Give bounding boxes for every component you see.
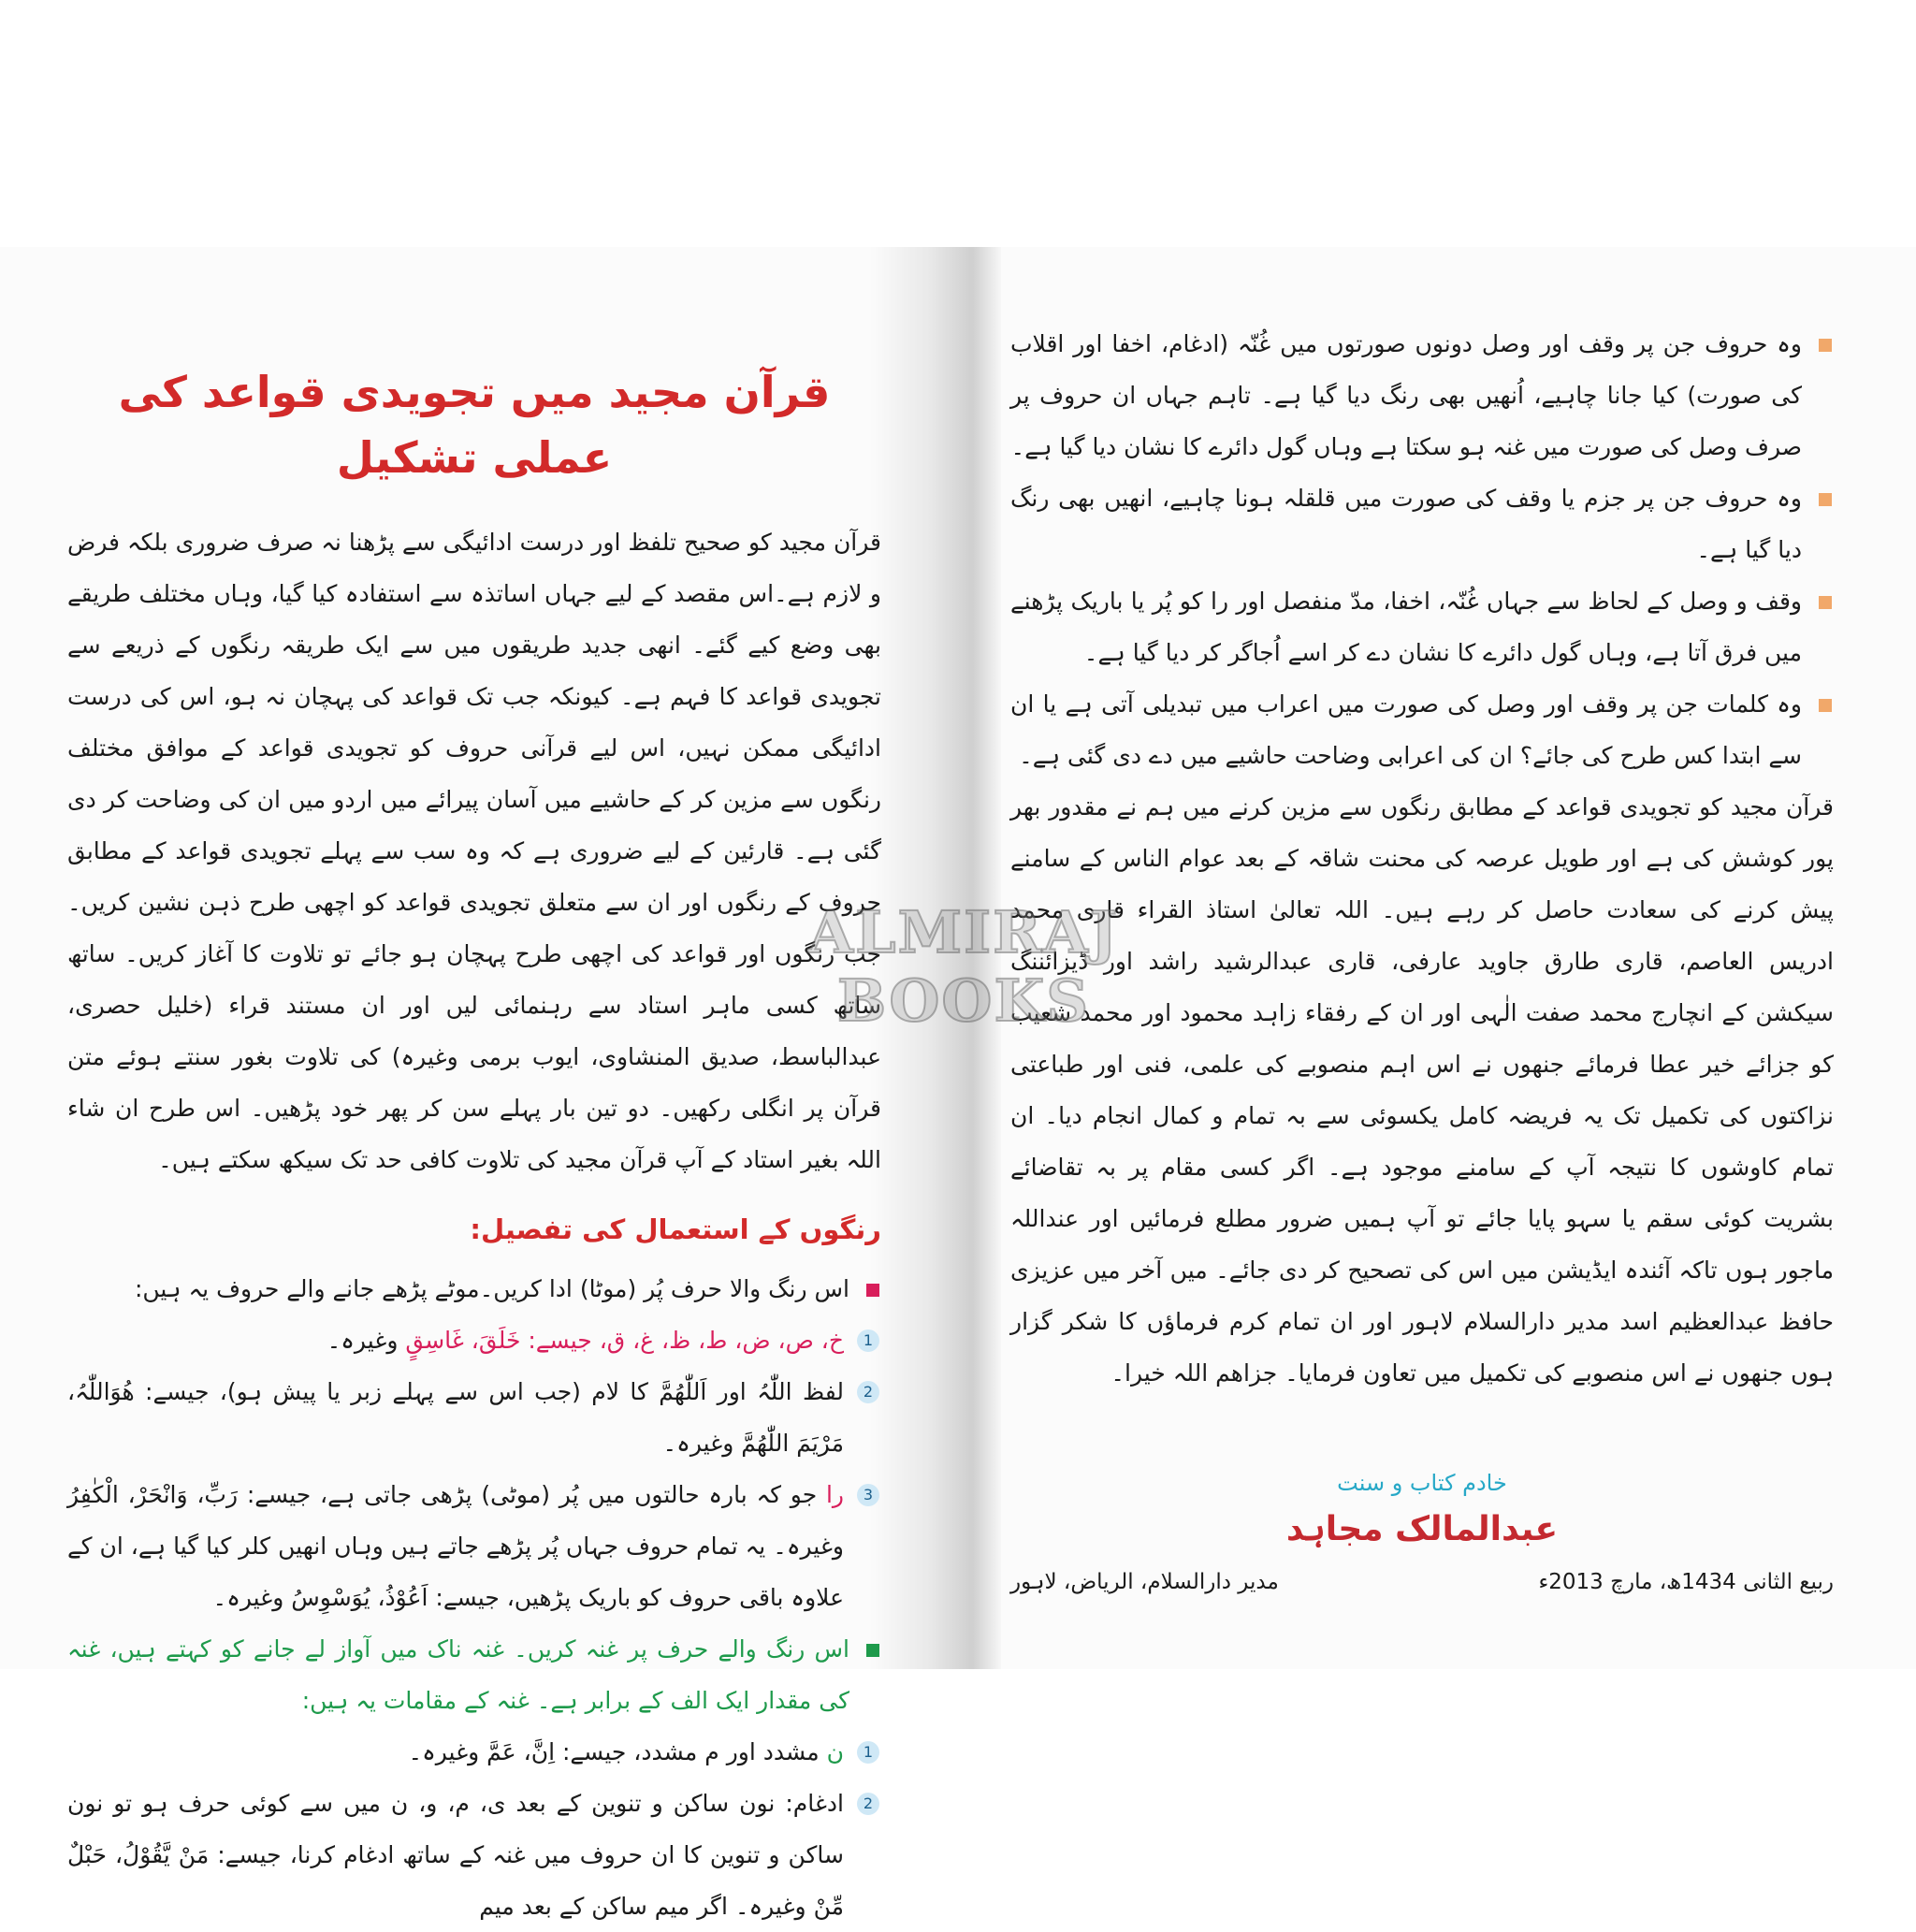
green-item-colored: ن: [826, 1738, 844, 1765]
signature-role: مدیر دارالسلام، الریاض، لاہور: [1010, 1570, 1279, 1594]
right-bullet-3: [1010, 575, 1834, 678]
right-bullet-2: [1010, 472, 1834, 575]
red-item-text: لفظ اللّٰہُ اور اَللّٰھُمَّ کا لام (جب اس سے پہلے زبر یا پیش ہو)، جیسے: ھُوَاللّٰہُ، مَرْیَمَ اللّٰھُمَّ وغیرہ۔: [67, 1378, 844, 1457]
book-gutter: [870, 247, 1001, 1669]
bullet-green-ghunna: [67, 1623, 881, 1726]
red-item-colored: را: [825, 1481, 844, 1508]
signature-servant: خادم کتاب و سنت: [1337, 1470, 1507, 1496]
left-page: [67, 281, 881, 1932]
item-number-badge: 1: [857, 1741, 879, 1764]
item-number-badge: 2: [857, 1793, 879, 1815]
bullet-green-text: اس رنگ والے حرف پر غنہ کریں۔ غنہ ناک میں آواز لے جانے کو کہتے ہیں، غنہ کی مقدار ایک الف کے برابر ہے۔ غنہ کے مقامات یہ ہیں:: [67, 1635, 849, 1714]
green-item-text: مشدد اور م مشدد، جیسے: اِنَّ، عَمَّ وغیرہ۔: [408, 1738, 820, 1765]
red-item-colored: خ، ص، ض، ط، ظ، غ، ق، جیسے: خَلَقَ، غَاسِقٍ: [405, 1327, 844, 1354]
red-item-2: [67, 1366, 881, 1469]
right-bullet-4: [1010, 678, 1834, 781]
right-bullet-1: [1010, 318, 1834, 472]
right-bullet-text: وہ حروف جن پر وقف اور وصل دونوں صورتوں میں غُنّہ (ادغام، اخفا اور اقلاب کی صورت) کیا جانا چاہیے، اُنھیں بھی رنگ دیا گیا ہے۔ تاہم جہاں ان حروف پر صرف وصل کی صورت میں غنہ ہو سکتا ہے وہاں گول دائرے کا نشان دیا گیا ہے۔: [1010, 330, 1802, 460]
right-bullet-text: وہ حروف جن پر جزم یا وقف کی صورت میں قلقلہ ہونا چاہیے، انھیں بھی رنگ دیا گیا ہے۔: [1010, 485, 1802, 563]
watermark-text: ALMIRAJ BOOKS: [807, 898, 1120, 1035]
bullet-red-text: اس رنگ والا حرف پُر (موٹا) ادا کریں۔موٹے پڑھے جانے والے حروف یہ ہیں:: [134, 1275, 849, 1302]
red-item-1: [67, 1315, 881, 1366]
signature-date: ربیع الثانی 1434ھ، مارچ 2013ء: [1538, 1570, 1834, 1594]
item-number-badge: 1: [857, 1329, 879, 1352]
red-item-3: [67, 1469, 881, 1623]
right-bullet-text: وہ کلمات جن پر وقف اور وصل کی صورت میں اعراب میں تبدیلی آتی ہے یا ان سے ابتدا کس طرح کی جائے؟ ان کی اعرابی وضاحت حاشیے میں دے دی گئی ہے۔: [1010, 690, 1802, 769]
red-item-text: جو کہ بارہ حالتوں میں پُر (موٹی) پڑھی جاتی ہے، جیسے: رَبِّ، وَانْحَرْ، الْکٰفِرُ وغیرہ۔ یہ تمام حروف جہاں پُر پڑھے جاتے ہیں وہاں انھیں کلر کیا گیا ہے، ان کے علاوہ باقی حروف کو باریک پڑھیں، جیسے: اَعُوْذُ، یُوَسْوِسُ وغیرہ۔: [67, 1481, 844, 1611]
right-page: [1010, 318, 1834, 1601]
signature-meta-row: [1010, 1563, 1834, 1601]
red-item-text: وغیرہ۔: [327, 1327, 399, 1354]
colors-heading: رنگوں کے استعمال کی تفصیل:: [470, 1213, 881, 1245]
intro-paragraph: قرآن مجید کو صحیح تلفظ اور درست ادائیگی سے پڑھنا نہ صرف ضروری بلکہ فرض و لازم ہے۔اس مقصد کے لیے جہاں اساتذہ سے استفادہ کیا گیا، وہاں مختلف طریقے بھی وضع کیے گئے۔ انھی جدید طریقوں میں سے ایک طریقہ رنگوں کے ذریعے سے تجویدی قواعد کا فہم ہے۔ کیونکہ جب تک قواعد کی پہچان نہ ہو، اس کی درست ادائیگی ممکن نہیں، اس لیے قرآنی حروف کو تجویدی قواعد کے موافق مختلف رنگوں سے مزین کر کے حاشیے میں آسان پیرائے میں اردو میں ان کی وضاحت کر دی گئی ہے۔ قارئین کے لیے ضروری ہے کہ وہ سب سے پہلے تجویدی قواعد کے مطابق حروف کے رنگوں اور ان سے متعلق تجویدی قواعد کو اچھی طرح ذہن نشین کریں۔ جب رنگوں اور قواعد کی اچھی طرح پہچان ہو جائے تو تلاوت کا آغاز کریں۔ ساتھ ساتھ کسی ماہر استاد سے رہنمائی لیں اور ان مستند قراء (خلیل حصری، عبدالباسط، صدیق المنشاوی، ایوب برمی وغیرہ) کی تلاوت بغور سنتے ہوئے متن قرآن پر انگلی رکھیں۔ دو تین بار پہلے سن کر پھر خود پڑھیں۔ اس طرح ان شاء اللہ بغیر استاد کے آپ قرآن مجید کی تلاوت کافی حد تک سیکھ سکتے ہیں۔: [67, 529, 881, 1173]
acknowledgement-paragraph: قرآن مجید کو تجویدی قواعد کے مطابق رنگوں سے مزین کرنے میں ہم نے مقدور بھر پور کوشش کی ہے اور طویل عرصہ کی محنت شاقہ کے بعد عوام الناس کے سامنے پیش کرنے کی سعادت حاصل کر رہے ہیں۔ اللہ تعالیٰ استاذ القراء قاری محمد ادریس العاصم، قاری طارق جاوید عارفی، قاری عبدالرشید راشد اور ڈیزائننگ سیکشن کے انچارج محمد صفت الٰہی اور ان کے رفقاء زاہد محمود اور محمد شعیب کو جزائے خیر عطا فرمائے جنھوں نے اس اہم منصوبے کی علمی، فنی اور طباعتی نزاکتوں کی تکمیل تک یہ فریضہ کامل یکسوئی سے بہ تمام و کمال انجام دیا۔ ان تمام کاوشوں کا نتیجہ آپ کے سامنے موجود ہے۔ اگر کسی مقام پر بہ تقاضائے بشریت کوئی سقم یا سہو پایا جائے تو آپ ہمیں ضرور مطلع فرمائیں اور عنداللہ ماجور ہوں تاکہ آئندہ ایڈیشن میں اس کی تصحیح کر دی جائے۔ میں آخر میں عزیزی حافظ عبدالعظیم اسد مدیر دارالسلام لاہور اور ان تمام کرم فرماؤں کا شکر گزار ہوں جنھوں نے اس منصوبے کی تکمیل میں تعاون فرمایا۔ جزاھم اللہ خیرا۔: [1010, 793, 1834, 1387]
green-item-1: [67, 1726, 881, 1778]
right-bullet-text: وقف و وصل کے لحاظ سے جہاں غُنّہ، اخفا، مدّ منفصل اور را کو پُر یا باریک پڑھنے میں فرق آتا ہے، وہاں گول دائرے کا نشان دے کر اسے اُجاگر کر دیا گیا ہے۔: [1010, 588, 1802, 666]
green-item-text: ادغام: نون ساکن و تنوین کے بعد ی، م، و، ن میں سے کوئی حرف ہو تو نون ساکن و تنوین کا ان حروف میں غنہ کے ساتھ ادغام کرنا، جیسے: مَنْ یَّقُوْلُ، حَبْلٌ مِّنْ وغیرہ۔ اگر میم ساکن کے بعد میم: [67, 1790, 844, 1920]
item-number-badge: 3: [857, 1484, 879, 1506]
signature-name: عبدالمالک مجاہد: [1285, 1510, 1559, 1548]
green-item-2: [67, 1778, 881, 1932]
item-number-badge: 2: [857, 1381, 879, 1403]
page-title: قرآن مجید میں تجویدی قواعد کی عملی تشکیل: [118, 367, 831, 483]
signature-block: [1010, 1464, 1834, 1601]
bullet-red-tafkheem: [67, 1263, 881, 1315]
